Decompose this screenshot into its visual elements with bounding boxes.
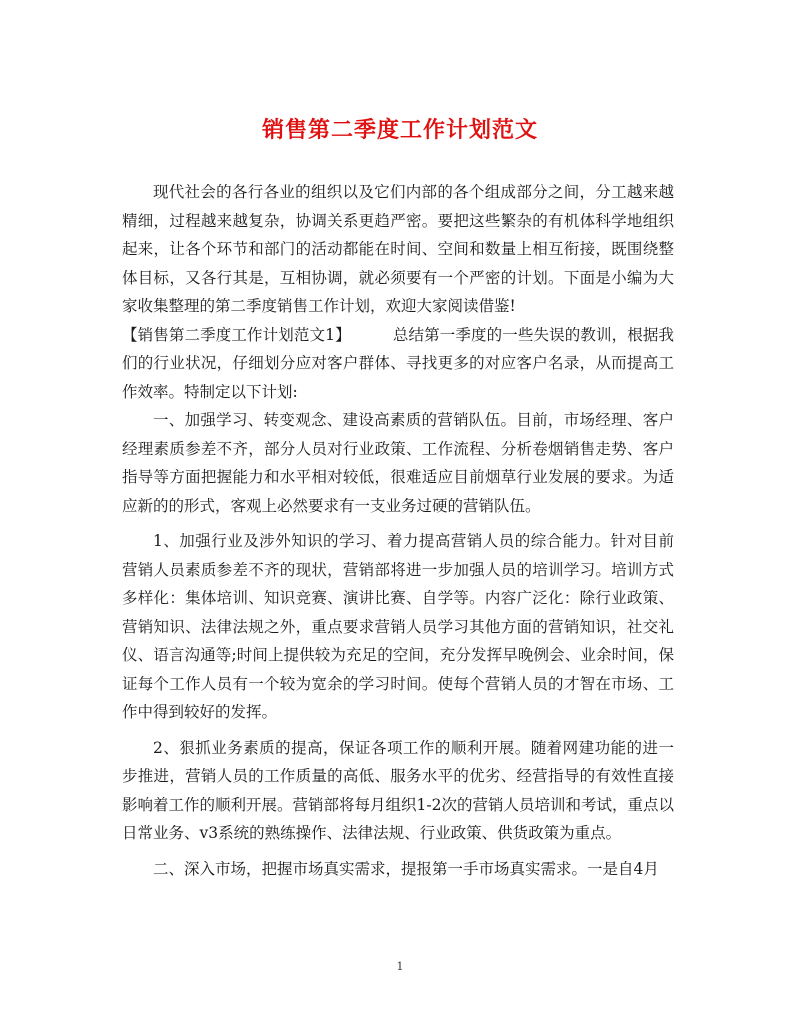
sample-paragraph bbox=[122, 321, 674, 407]
sample-heading: 【销售第二季度工作计划范文1】 bbox=[122, 325, 351, 344]
document-title: 销售第二季度工作计划范文 bbox=[261, 117, 538, 143]
page-number: 1 bbox=[396, 960, 404, 973]
item-one-paragraph: 1、加强行业及涉外知识的学习、着力提高营销人员的综合能力。针对目前营销人员素质参差不齐的现状，营销部将进一步加强人员的培训学习。培训方式多样化：集体培训、知识竞赛、演讲比赛、自学等。内容广泛化：除行业政策、营销知识、法律法规之外，重点要求营销人员学习其他方面的营销知识，社交礼仪、语言沟通等;时间上提供较为充足的空间，充分发挥早晚例会、业余时间，保证每个工作人员有一个较为宽余的学习时间。使每个营销人员的才智在市场、工作中得到较好的发挥。 bbox=[122, 532, 674, 721]
document-body bbox=[122, 178, 674, 883]
section-one-paragraph: 一、加强学习、转变观念、建设高素质的营销队伍。目前，市场经理、客户经理素质参差不齐，部分人员对行业政策、工作流程、分析卷烟销售走势、客户指导等方面把握能力和水平相对较低，很难适应目前烟草行业发展的要求。为适应新的的形式，客观上必然要求有一支业务过硬的营销队伍。 bbox=[122, 411, 674, 515]
sample-intro: 总结第一季度的一些失误的教训，根据我们的行业状况，仔细划分应对客户群体、寻找更多的对应客户名录，从而提高工作效率。特制定以下计划: bbox=[122, 325, 674, 401]
item-two-paragraph: 2、狠抓业务素质的提高，保证各项工作的顺利开展。随着网建功能的进一步推进，营销人员的工作质量的高低、服务水平的优劣、经营指导的有效性直接影响着工作的顺利开展。营销部将每月组织1-2次的营销人员培训和考试，重点以日常业务、v3系统的熟练操作、法律法规、行业政策、供货政策为重点。 bbox=[122, 738, 674, 842]
intro-paragraph: 现代社会的各行各业的组织以及它们内部的各个组成部分之间，分工越来越精细，过程越来越复杂，协调关系更趋严密。要把这些繁杂的有机体科学地组织起来，让各个环节和部门的活动都能在时间、空间和数量上相互衔接，既围绕整体目标，又各行其是，互相协调，就必须要有一个严密的计划。下面是小编为大家收集整理的第二季度销售工作计划，欢迎大家阅读借鉴! bbox=[122, 183, 674, 315]
section-two-paragraph: 二、深入市场，把握市场真实需求，提报第一手市场真实需求。一是自4月 bbox=[153, 859, 659, 878]
